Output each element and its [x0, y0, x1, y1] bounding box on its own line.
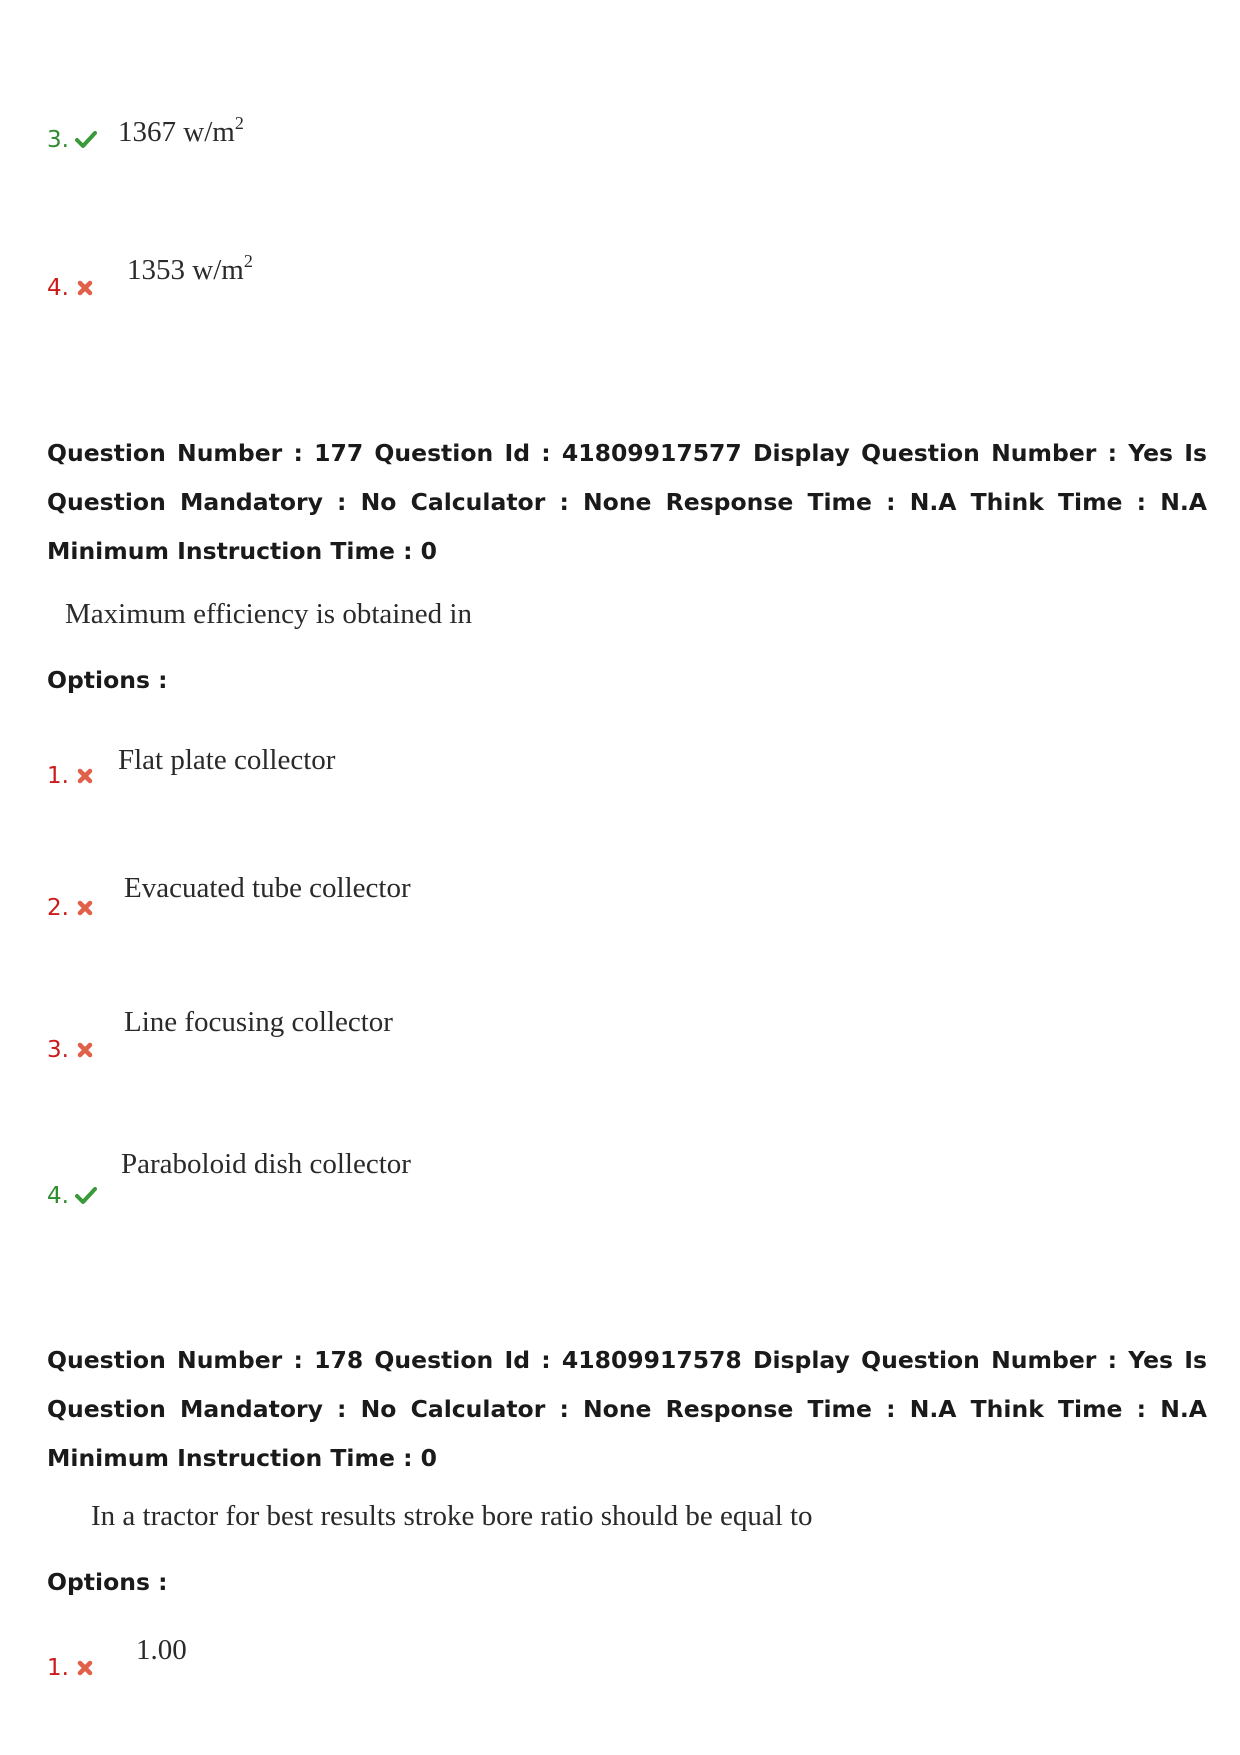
- options-label: Options :: [47, 666, 168, 694]
- option-number: 4.: [47, 275, 69, 301]
- option-number: 2.: [47, 895, 69, 921]
- question-text: Maximum efficiency is obtained in: [65, 598, 472, 630]
- cross-icon: [75, 1656, 97, 1678]
- option-row: [47, 128, 97, 152]
- option-number: 4.: [47, 1183, 69, 1209]
- question-header: Question Number : 178 Question Id : 41809917578 Display Question Number : Yes Is Question Mandatory : No Calculator : None Response Time : N.A Think Time : N.A Minimum Instruction Time : 0: [47, 1346, 1207, 1472]
- option-row: [47, 764, 97, 788]
- option-number: 3.: [47, 127, 69, 153]
- option-value: Evacuated tube collector: [124, 872, 411, 904]
- question-header: Question Number : 177 Question Id : 41809917577 Display Question Number : Yes Is Question Mandatory : No Calculator : None Response Time : N.A Think Time : N.A Minimum Instruction Time : 0: [47, 439, 1207, 565]
- option-number: 1.: [47, 763, 69, 789]
- option-row: [47, 1184, 97, 1208]
- option-row: [47, 896, 97, 920]
- option-value: 1367 $w/m^2$: [118, 113, 244, 148]
- option-number: 1.: [47, 1655, 69, 1681]
- option-value: 1353 $w/m^2$: [127, 251, 253, 286]
- cross-icon: [75, 1038, 97, 1060]
- option-row: [47, 276, 97, 300]
- options-label: Options :: [47, 1568, 168, 1596]
- cross-icon: [75, 896, 97, 918]
- option-value: Paraboloid dish collector: [121, 1148, 411, 1180]
- option-row: [47, 1038, 97, 1062]
- option-value: Flat plate collector: [118, 744, 336, 776]
- check-icon: [75, 128, 97, 150]
- check-icon: [75, 1184, 97, 1206]
- question-text: In a tractor for best results stroke bore ratio should be equal to: [91, 1500, 813, 1532]
- cross-icon: [75, 276, 97, 298]
- option-number: 3.: [47, 1037, 69, 1063]
- option-row: [47, 1656, 97, 1680]
- cross-icon: [75, 764, 97, 786]
- option-value: 1.00: [136, 1634, 187, 1666]
- option-value: Line focusing collector: [124, 1006, 393, 1038]
